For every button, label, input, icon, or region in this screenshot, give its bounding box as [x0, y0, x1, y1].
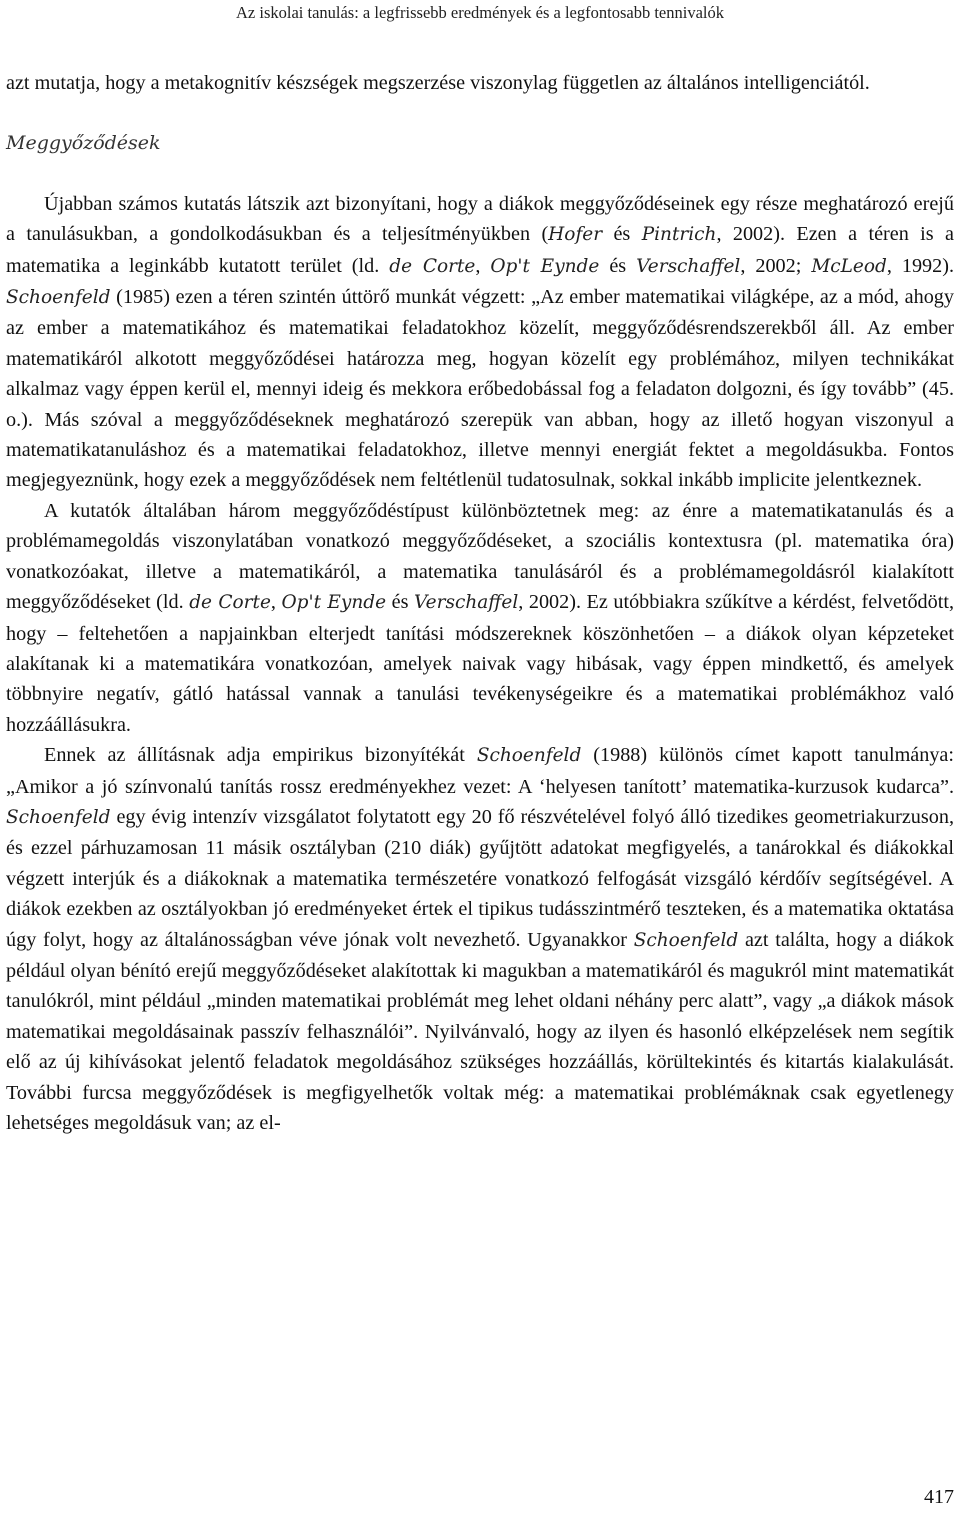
text: és: [386, 591, 415, 614]
running-header: Az iskolai tanulás: a legfrissebb eredmények és a legfontosabb tennivalók: [236, 3, 724, 22]
author-citation: McLeod: [811, 255, 887, 277]
author-citation: Schoenfeld: [6, 806, 111, 828]
text: azt találta, hogy a diákok például olyan bénító erejű meggyőződéseket alakítottak ki magukban a matematikáról és magukról mint matematikát tanulókról, mint például „minden matematikai problémát meg lehet oldani néhány perc alatt”, vagy „a diákok mások matematikai megoldásainak passzív felhasználói”. Nyilvánvaló, hogy az ilyen és hasonló elképzelések nem segítik elő az új kihívásokat jelentő feladatok megoldásához szükséges hozzáállás, körültekintés és kitartás kialakulását. További furcsa meggyőződések is megfigyelhetők voltak még: a matematikai problémáknak csak egyetlenegy lehetséges megoldásuk van; az el-: [6, 928, 954, 1134]
author-citation: de Corte: [389, 255, 476, 277]
text: ,: [270, 591, 282, 614]
text: , 2002;: [740, 254, 812, 277]
text: (1988) különös címet kapott tanulmánya: „Amikor a jó színvonalú tanítás rossz eredményekhez vezet: A ‘helyesen tanított’ matematika-kurzusok kudarca”.: [6, 744, 955, 798]
paragraph-1: [6, 189, 954, 496]
author-citation: Schoenfeld: [476, 745, 582, 767]
body-text: [6, 68, 954, 1138]
text: (1985) ezen a téren szintén úttörő munkát végzett: „Az ember matematikai világképe, az a mód, ahogy az ember a matematikához és matematikai feladatokhoz közelít, meggyőződésrendszerekből áll. Az ember matematikáról alkotott meggyőződései határozza meg, hogyan közelít egy problémához, milyen technikákat alkalmaz vagy éppen kerül el, mennyi ideig és mekkora erőbedobással fog a feladaton dolgozni, és így tovább” (45. o.). Más szóval a meggyőződéseknek meghatározó szerepük van abban, hogy az illető hogyan viszonyul a matematikatanuláshoz és a matematikai feladatokhoz, illetve mennyi energiát fektet a megoldásukba. Fontos megjegyeznünk, hogy ezek a meggyőződések nem feltétlenül tudatosulnak, sokkal inkább implicite jelentkeznek.: [6, 286, 954, 492]
author-citation: Hofer: [548, 224, 603, 246]
text: Ennek az állításnak adja empirikus bizonyítékát: [44, 744, 477, 767]
author-citation: Verschaffel: [414, 592, 519, 614]
text: , 2002). Ezen a téren is a matematika a leginkább kutatott terület (ld.: [6, 223, 954, 277]
author-citation: Op't Eynde: [490, 255, 600, 277]
text: A kutatók általában három meggyőződéstípust különböztetnek meg: az énre a matematikatanulás és a problémamegoldás viszonylatában vonatkozó meggyőződéseket, a szociális kontextusra (pl. matematika óra) vonatkozóakat, illetve a matematikáról, a matematika tanulásáról és a problémamegoldásról kialakított meggyőződéseket (ld.: [6, 499, 954, 614]
author-citation: Schoenfeld: [6, 287, 111, 309]
text: , 2002). Ez utóbbiakra szűkítve a kérdést, felvetődött, hogy – feltehetően a napjainkban elterjedt tanítási módszereknek köszönhetően – a diákok olyan képzeteket alakítanak ki a matematikára vonatkozóan, amelyek naivak vagy hibásak, vagy éppen mindkettő, és amelyek többnyire negatív, gátló hatással vannak a tanulási tevékenységeikre és a matematikai problémákhoz való hozzáállásukra.: [6, 591, 954, 736]
paragraph-continuation: azt mutatja, hogy a metakognitív készségek megszerzése viszonylag független az általános intelligenciától.: [6, 72, 870, 94]
text: Újabban számos kutatás látszik azt bizonyítani, hogy a diákok meggyőződéseinek egy része meghatározó erejű a tanulásukban, a gondolkodásukban és a teljesítményükben (: [6, 192, 954, 246]
section-heading: Meggyőződések: [6, 132, 161, 155]
author-citation: Verschaffel: [636, 255, 741, 277]
text: és: [602, 223, 642, 246]
text: egy évig intenzív vizsgálatot folytatott egy 20 fő részvételével folyó álló tizedikes geometriakurzuson, és ezzel párhuzamosan 11 másik osztályban (210 diák) gyűjtött adatokat megfigyelés, a tanárokkal és diákokkal végzett interjúk és a diákoknak a matematika természetére vonatkozó felfogását vizsgáló kérdőív segítségével. A diákok ezekben az osztályokban jó eredményeket értek el tipikus tudásszintmérő teszteken, és a matematika oktatása úgy folyt, hogy az általánosságban véve jónak volt nevezhető. Ugyanakkor: [6, 805, 954, 951]
author-citation: Op't Eynde: [281, 592, 387, 614]
text: ,: [475, 254, 491, 277]
author-citation: Pintrich: [641, 224, 717, 246]
author-citation: Schoenfeld: [633, 929, 739, 951]
text: , 1992).: [886, 254, 954, 277]
page-number: 417: [924, 1486, 954, 1508]
paragraph-3: [6, 740, 954, 1138]
author-citation: de Corte: [189, 592, 271, 614]
text: és: [599, 254, 637, 277]
paragraph-2: [6, 496, 954, 740]
